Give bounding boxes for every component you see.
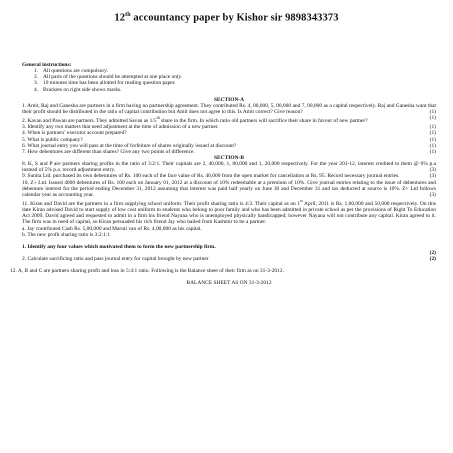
question-11-sub-2: 2. Calculate sacrificing ratio and pass journal entry for capital brought by new partner (2) xyxy=(22,256,436,263)
question-2: 2. Kavan and Pawan are partners. They admitted Savan as 1/5th share in the firm. In which ratio old partners will sacrifice their share in favour of new partner? (1) xyxy=(22,115,436,125)
question-10: 10. Z+ Ltd. Issued 4000 debentures of Rs. 100 each on January 01, 2012 at a discount of 10% redeemable at a premium of 10%. Give journal entries relating to the issue of debentures and debenture interest for the period ending December 31, 2012 assuming that interest was paid half yearly on June 30 and December 31 and tax deducted at source is 10%. Z+ Ltd follows calendar year as accounting year. (3) xyxy=(22,179,436,198)
question-11: 11. Kiran and David are the partners in a firm supplying school uniform. Their profit sharing ratio is 4:3. Their capital as on 1st April, 2011 is Rs. 1,00,000 and 50,000 respectively. On this date Kiran advised David to start supply of low cost uniform to students who belong to poor family and who has been admitted in private school as per the provisions of Right To Education Act 2009. David agreed and requested to admit in a firm his friend Nayana who is unemployed physically handicapped; however Nayana will not contribute any capital. Kiran agreed to it. The firm was in need of capital, so Kiran persuaded his rich friend Jay who hailed from Kashmir to be a partner. xyxy=(22,198,437,226)
instruction-item: 1. All questions are compulsory. xyxy=(34,68,108,75)
question-4: 4. When is partners’ executor account prepared? (1) xyxy=(22,130,436,137)
instruction-item: 3. 10 minutes time has been allotted for reading question paper. xyxy=(34,80,176,87)
question-11-sub-1-marks: (2) xyxy=(429,250,436,256)
question-11-line-b: b. The new profit sharing ratio is 3:2:1:1 xyxy=(22,231,111,238)
question-6: 6. What journal entry you will pass at the time of forfeiture of shares originally issued at discount? (1) xyxy=(22,142,436,149)
question-11-sub-1: 1. Identify any four values which motivated them to form the new partnership firm. xyxy=(22,243,216,250)
question-5: 5. What is public company? (1) xyxy=(22,136,436,143)
section-a-heading: SECTION-A xyxy=(213,96,245,103)
balance-sheet-heading: BALANCE SHEET AS ON 31-3-2012 xyxy=(186,280,272,287)
section-b-heading: SECTION-B xyxy=(214,155,244,161)
question-11-line-a: a. Jay contributed Cash Rs. 5,00,000 and Maruti van of Rs. 4,00,000 as his capital. xyxy=(22,225,202,232)
question-9: 9. Sunita Ltd. purchased its own debentures of Rs. 100 each of the face value of Rs. 40,000 from the open market for cancellation at Rs. 95. Record necessary journal entries. (3) xyxy=(22,173,436,180)
question-8: 8. K, S and P are partners sharing profits in the ratio of 3:2:1. Their capitals are 2, 40,000, 1, 80,000 and 1, 20,000 respectively. For the year 201-12, interest credited to them @ 6% p.a instead of 5% p.a. record adjustment entry. (3) xyxy=(22,161,436,174)
page-title: 12th accountancy paper by Kishor sir 9898343373 xyxy=(114,12,339,24)
instructions-list xyxy=(34,68,436,93)
question-paper-body xyxy=(10,62,437,287)
instruction-item: 4. Brackets on right side shows marks. xyxy=(34,86,122,93)
instructions-heading: General instructions: xyxy=(22,62,72,68)
question-1: 1. Amit, Raj and Ganesha are partners in a firm having no partnership agreement. They contributed Rs. 4, 00,000, 5, 00,000 and 7, 00,000 as a capital respectively. Raj and Ganesha want that their profit should be distributed in the ratio of capital contribution but Amit does not agree to this. Is Amit correct? Give reason? (1) xyxy=(22,102,436,116)
question-12: 12. A, B and C are partners sharing profit and loss in 5:4:1 ratio. Following is the Balance sheet of their firm as on 31-3-2012. xyxy=(10,268,284,275)
question-7: 7. How debentures are different than shares? Give any two points of difference. (1) xyxy=(22,148,436,155)
question-3: 3. Identify any two matters that need adjustment at the time of admission of a new partner. (1) xyxy=(22,124,436,131)
instruction-item: 2. All parts of the questions should be attempted at one place only. xyxy=(34,74,183,81)
